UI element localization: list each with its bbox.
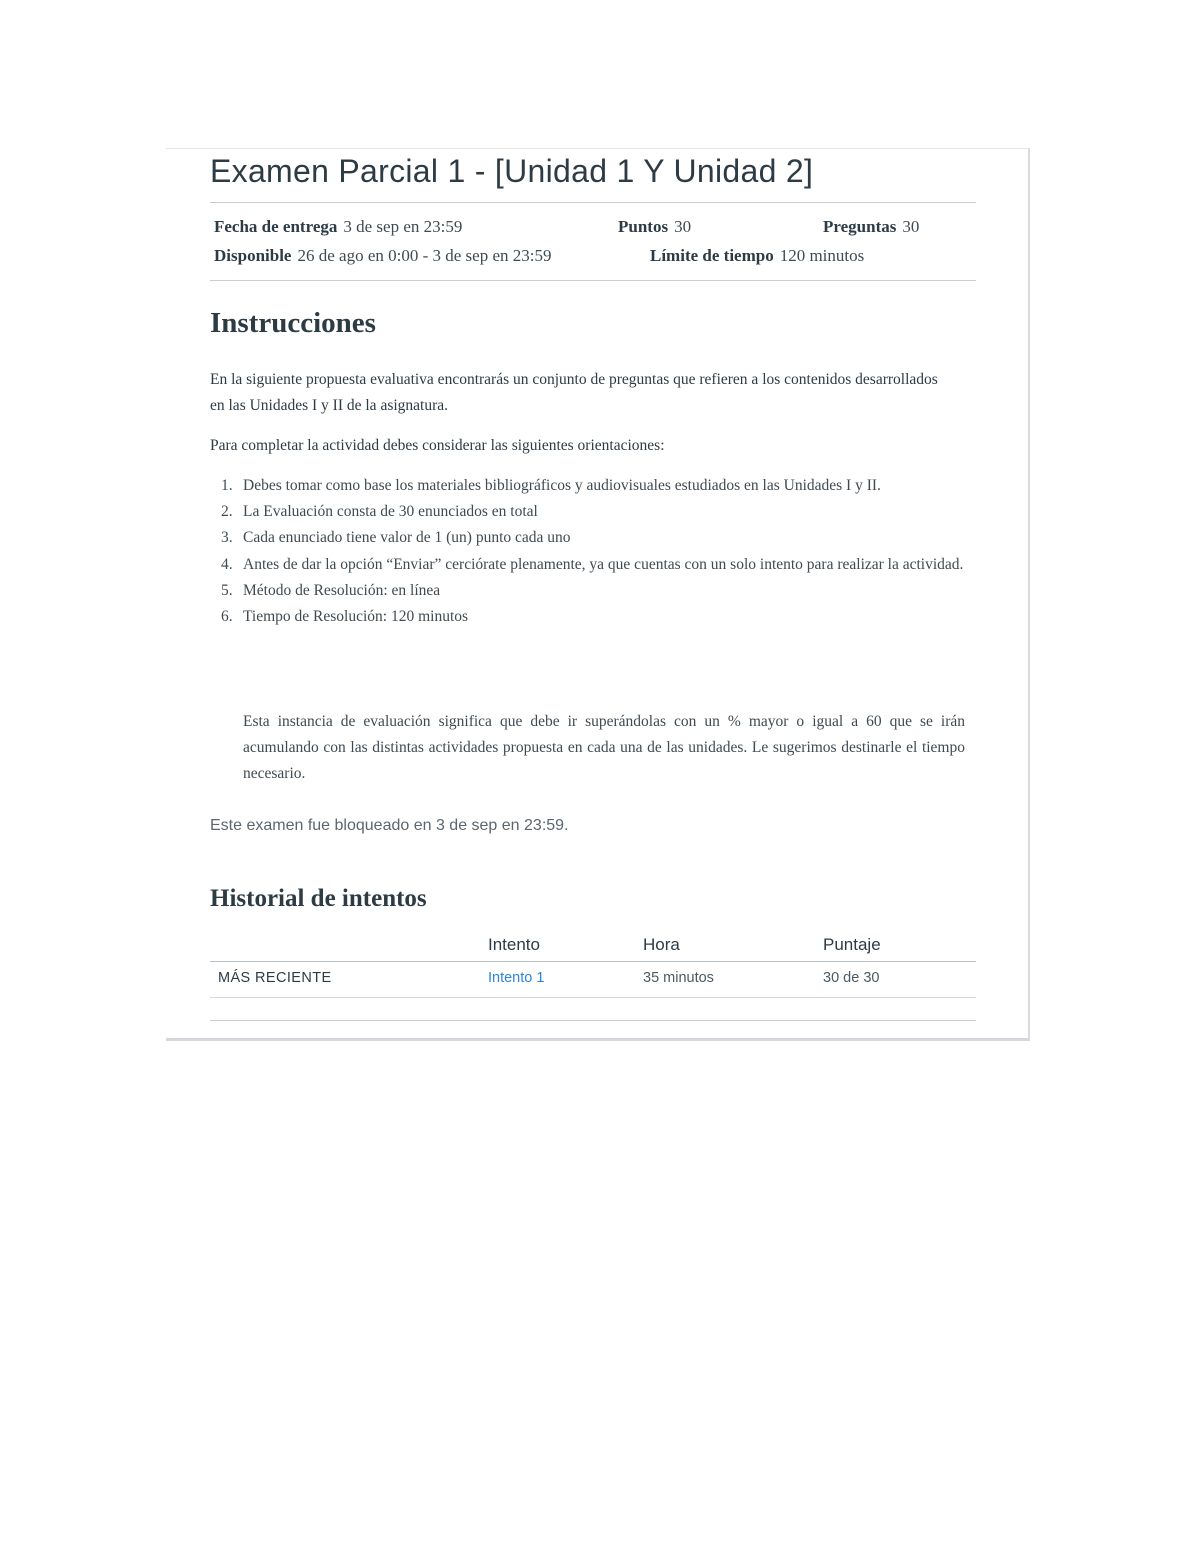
list-item-text: La Evaluación consta de 30 enunciados en total [243, 503, 538, 521]
list-item [210, 473, 966, 499]
meta-points [618, 217, 691, 237]
history-attempt-link[interactable]: Intento 1 [488, 970, 545, 986]
instructions-lead: Para completar la actividad debes considerar las siguientes orientaciones: [210, 437, 665, 454]
list-item [210, 499, 966, 525]
meta-due-value: 3 de sep en 23:59 [343, 217, 463, 236]
meta-due-label: Fecha de entrega [214, 217, 338, 236]
instructions-intro: En la siguiente propuesta evaluativa encontrarás un conjunto de preguntas que refieren a los contenidos desarrollados en las Unidades I y II de la asignatura. [210, 371, 938, 414]
meta-time-limit-value: 120 minutos [779, 246, 865, 265]
history-heading: Historial de intentos [210, 885, 427, 912]
meta-questions-value: 30 [902, 217, 920, 236]
list-item-number: 3. [221, 529, 233, 547]
list-item-text: Antes de dar la opción “Enviar” cerciórate plenamente, ya que cuentas con un solo intento para realizar la actividad. [243, 555, 964, 573]
list-item [210, 604, 966, 630]
list-item-number: 4. [221, 555, 233, 573]
meta-points-value: 30 [674, 217, 692, 236]
history-row-time: 35 minutos [643, 970, 714, 986]
list-item [210, 578, 966, 604]
list-item [210, 552, 966, 578]
page-title: Examen Parcial 1 - [Unidad 1 Y Unidad 2] [210, 153, 814, 189]
list-item-number: 6. [221, 608, 233, 626]
history-row-divider [210, 997, 976, 998]
meta-questions [823, 217, 919, 237]
instructions-list [210, 473, 966, 630]
list-item-number: 1. [221, 477, 233, 494]
meta-available-value: 26 de ago en 0:00 - 3 de sep en 23:59 [297, 246, 552, 265]
history-bottom-divider [210, 1020, 976, 1021]
quiz-card [166, 148, 1030, 1041]
meta-points-label: Puntos [618, 217, 669, 236]
history-header-divider [210, 961, 976, 962]
title-divider [210, 202, 976, 203]
meta-available-label: Disponible [214, 246, 292, 265]
list-item-text: Tiempo de Resolución: 120 minutos [243, 608, 469, 626]
list-item [210, 525, 966, 551]
list-item-number: 5. [221, 581, 233, 599]
meta-available [214, 246, 551, 266]
meta-due [214, 217, 462, 237]
history-row-label: MÁS RECIENTE [218, 970, 332, 986]
history-row-score: 30 de 30 [823, 970, 880, 986]
list-item-text: Debes tomar como base los materiales bibliográficos y audiovisuales estudiados en las Unidades I y II. [243, 477, 881, 494]
meta-divider [210, 280, 976, 281]
instructions-heading: Instrucciones [210, 307, 376, 339]
locked-message: Este examen fue bloqueado en 3 de sep en 23:59. [210, 817, 569, 834]
list-item-text: Cada enunciado tiene valor de 1 (un) punto cada uno [243, 529, 571, 547]
history-col-time: Hora [643, 935, 680, 954]
meta-questions-label: Preguntas [823, 217, 897, 236]
instructions-note: Esta instancia de evaluación significa que debe ir superándolas con un % mayor o igual a 60 que se irán acumulando con las distintas actividades propuesta en cada una de las unidades. Le sugerimos destinarle el tiempo necesario. [243, 713, 965, 783]
meta-time-limit-label: Límite de tiempo [650, 246, 774, 265]
history-col-attempt: Intento [488, 935, 540, 954]
list-item-number: 2. [221, 503, 233, 521]
history-col-score: Puntaje [823, 935, 881, 954]
list-item-text: Método de Resolución: en línea [243, 581, 441, 599]
meta-time-limit [650, 246, 864, 266]
